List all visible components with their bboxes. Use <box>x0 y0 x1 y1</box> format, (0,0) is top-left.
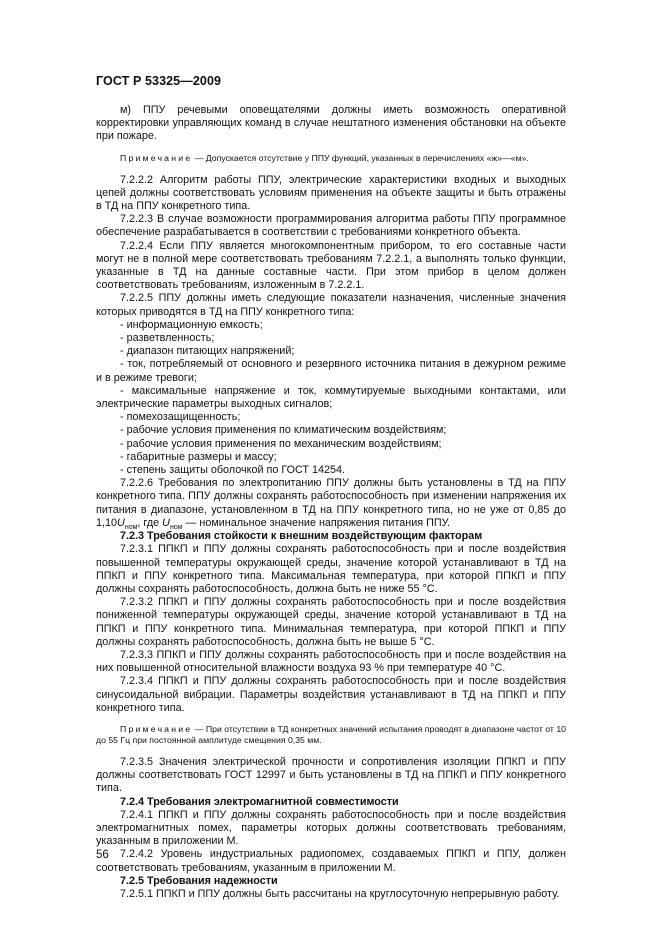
paragraph-7-2-2-5: 7.2.2.5 ППУ должны иметь следующие показатели назначения, численные значения которых приводятся в ТД на ППУ конкретного типа: <box>96 292 566 318</box>
note-1 <box>96 153 566 164</box>
list-item: - степень защиты оболочкой по ГОСТ 14254. <box>120 464 346 477</box>
list-item: - разветвленность; <box>120 332 215 345</box>
paragraph-7-2-3-1: 7.2.3.1 ППКП и ППУ должны сохранять работоспособность при и после воздействия повышенной температуры окружающей среды, значение которой устанавливают в ТД на ППКП и ППУ конкретного типа. Максимальная температура, при которой ППКП и ППУ должны сохранять работоспособность, должна быть не ниже 55 °С. <box>96 543 566 595</box>
paragraph-7-2-4-2: 7.2.4.2 Уровень индустриальных радиопомех, создаваемых ППКП и ППУ, должен соответствовать требованиям, указанным в приложении М. <box>96 848 566 874</box>
u-symbol-2: U <box>162 516 170 529</box>
u-subscript: ном <box>124 524 138 532</box>
paragraph-7-2-2-2: 7.2.2.2 Алгоритм работы ППУ, электрические характеристики входных и выходных цепей должны соответствовать условиям применения на объекте защиты и быть отражены в ТД на ППУ конкретного типа. <box>96 173 566 213</box>
note-1-text: — Допускается отсутствие у ППУ функций, указанных в перечислениях «ж»—«м». <box>192 152 529 163</box>
paragraph-7-2-2-4: 7.2.2.4 Если ППУ является многокомпонентным прибором, то его составные части могут не в полной мере соответствовать требованиям 7.2.2.1, а выполнять только функции, указанные в ТД на данные составные части. При этом прибор в целом должен соответствовать требованиям, изложенным в 7.2.2.1. <box>96 239 566 292</box>
paragraph-7-2-4-1: 7.2.4.1 ППКП и ППУ должны сохранять работоспособность при и после воздействия электромагнитных помех, параметры которых должны соответствовать требованиям, указанным в приложении М. <box>96 808 566 848</box>
paragraph-m: м) ППУ речевыми оповещателями должны иметь возможность оперативной корректировки управляющих команд в случае нештатного изменения обстановки на объекте при пожаре. <box>96 104 566 143</box>
document-body <box>96 104 566 901</box>
paragraph-7-2-2-3: 7.2.2.3 В случае возможности программирования алгоритма работы ППУ программное обеспечение разрабатывается в соответствии с требованиями конкретного объекта. <box>96 213 566 239</box>
note-1-label: Примечание <box>120 152 193 163</box>
p7226-text-b: , где <box>137 516 163 529</box>
list-item: - габаритные размеры и массу; <box>120 450 277 463</box>
note-2 <box>96 724 566 746</box>
list-item: - ток, потребляемый от основного и резервного источника питания в дежурном режиме и в режиме тревоги; <box>96 358 566 384</box>
paragraph-7-2-3-5: 7.2.3.5 Значения электрической прочности и сопротивления изоляции ППКП и ППУ должны соответствовать ГОСТ 12997 и быть установлены в ТД на ППКП и ППУ конкретного типа. <box>96 755 566 795</box>
section-heading-7-2-4: 7.2.4 Требования электромагнитной совместимости <box>120 795 399 808</box>
p7226-text-c: — номинальное значение напряжения питания ППУ. <box>182 516 451 529</box>
p7226-text-a: 7.2.2.6 Требования по электропитанию ППУ должны быть установлены в ТД на ППУ конкретного типа. ППУ должны сохранять работоспособность при изменении напряжения их питания в диапазоне, установленном в ТД на ППУ конкретного типа, но не уже от 0,85 до 1,10 <box>96 477 566 529</box>
list-item: - рабочие условия применения по климатическим воздействиям; <box>120 424 447 437</box>
document-header: ГОСТ Р 53325—2009 <box>96 74 222 88</box>
list-item: - диапазон питающих напряжений; <box>120 345 295 358</box>
paragraph-7-2-3-2: 7.2.3.2 ППКП и ППУ должны сохранять работоспособность при и после воздействия пониженной температуры окружающей среды, значение которой устанавливают в ТД на ППКП и ППУ конкретного типа. Минимальная температура, при которой ППКП и ППУ должны сохранять работоспособность, должна быть не выше 5 °С. <box>96 596 566 648</box>
list-item: - максимальные напряжение и ток, коммутируемые выходными контактами, или электрические параметры выходных сигналов; <box>96 384 566 411</box>
section-heading-7-2-5: 7.2.5 Требования надежности <box>120 874 278 887</box>
paragraph-7-2-3-4: 7.2.3.4 ППКП и ППУ должны сохранять работоспособность при и после воздействия синусоидальной вибрации. Параметры воздействия устанавливают в ТД на ППКП и ППУ конкретного типа. <box>96 675 566 714</box>
note-2-label: Примечание <box>120 723 193 734</box>
u-symbol: U <box>117 516 125 529</box>
list-item: - рабочие условия применения по механическим воздействиям; <box>120 437 442 450</box>
u-subscript-2: ном <box>169 524 183 532</box>
list-item: - помехозащищенность; <box>120 411 241 424</box>
paragraph-7-2-2-6 <box>96 477 566 530</box>
page-number: 56 <box>96 849 109 861</box>
note-2-text: — При отсутствии в ТД конкретных значений испытания проводят в диапазоне частот от 10 до 55 Гц при постоянной амплитуде смещения 0,35 мм. <box>96 723 566 745</box>
list-item: - информационную емкость; <box>120 318 263 331</box>
section-heading-7-2-3: 7.2.3 Требования стойкости к внешним воздействующим факторам <box>120 530 483 543</box>
paragraph-7-2-3-3: 7.2.3.3 ППКП и ППУ должны сохранять работоспособность при и после воздействия на них повышенной относительной влажности воздуха 93 % при температуре 40 °С. <box>96 648 566 675</box>
paragraph-7-2-5-1: 7.2.5.1 ППКП и ППУ должны быть рассчитаны на круглосуточную непрерывную работу. <box>120 887 560 900</box>
